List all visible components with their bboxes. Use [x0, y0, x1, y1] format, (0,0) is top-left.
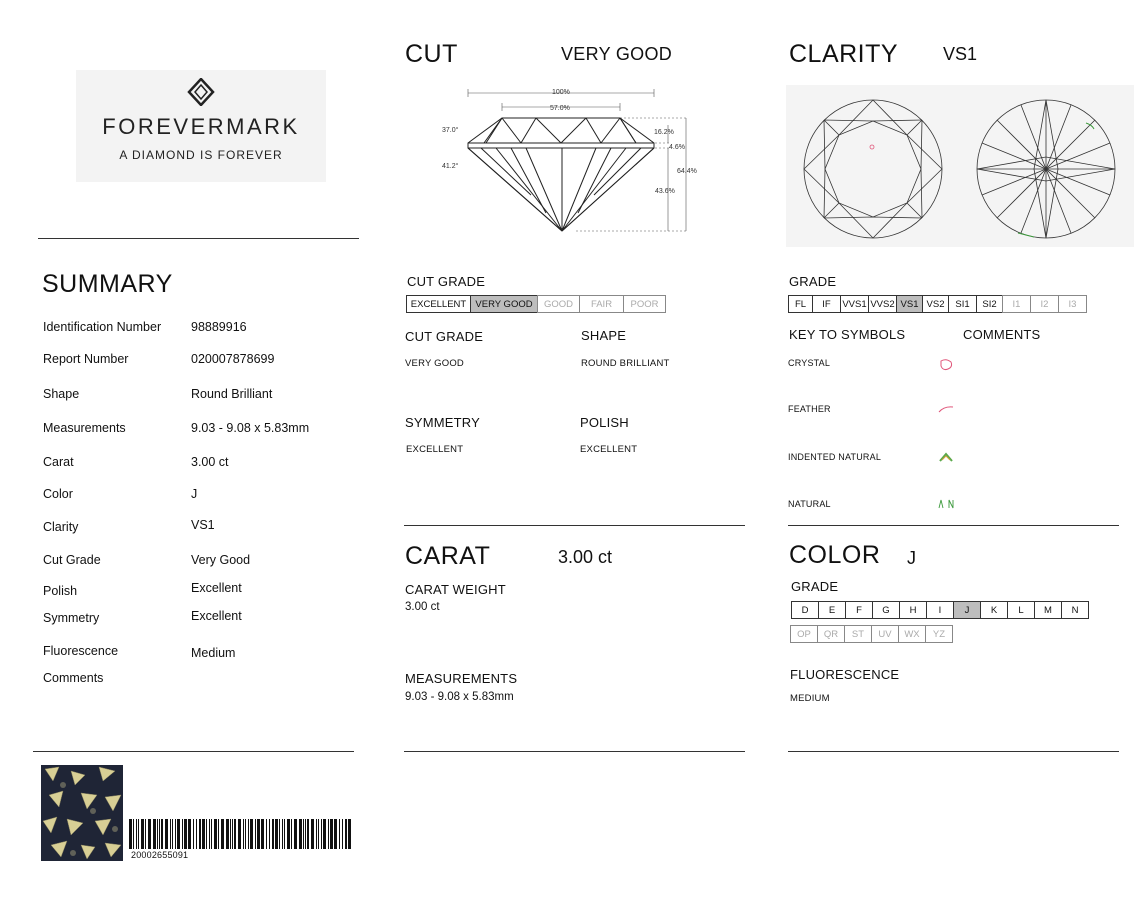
clarity-grade-cell: I3	[1058, 295, 1087, 313]
summary-title: SUMMARY	[42, 270, 173, 298]
color-grade-cell: K	[980, 601, 1008, 619]
barcode-bar	[272, 819, 274, 849]
barcode-bar	[275, 819, 278, 849]
barcode-bar	[243, 819, 244, 849]
color-grade-cell: I	[926, 601, 954, 619]
summary-value: Round Brilliant	[191, 387, 273, 401]
color-grade-cell: QR	[817, 625, 845, 643]
diagram-girdle-label: 4.6%	[669, 144, 685, 151]
barcode-bar	[230, 819, 231, 849]
barcode-bar	[291, 819, 292, 849]
barcode-bar	[211, 819, 212, 849]
clarity-grade-cell: I1	[1002, 295, 1031, 313]
color-grade-cell: F	[845, 601, 873, 619]
clarity-grade-cell: VS2	[922, 295, 949, 313]
symbol-name: INDENTED NATURAL	[788, 452, 882, 462]
summary-value: Excellent	[191, 581, 242, 595]
cut-grade-cell: FAIR	[579, 295, 624, 313]
summary-label: Report Number	[43, 352, 129, 366]
barcode-bar	[245, 819, 246, 849]
color-grade-cell: E	[818, 601, 846, 619]
color-grade-cell: YZ	[925, 625, 953, 643]
barcode-bar	[177, 819, 180, 849]
symmetry-value: EXCELLENT	[406, 444, 464, 455]
carat-value: 3.00 ct	[558, 547, 613, 567]
comments-label: COMMENTS	[963, 327, 1041, 342]
logo-brand: FOREVERMARK	[102, 114, 300, 139]
color-grade-cell-selected: J	[953, 601, 981, 619]
summary-label: Shape	[43, 387, 80, 401]
barcode-bar	[129, 819, 132, 849]
barcode-bar	[339, 819, 340, 849]
clarity-grade-cell: I2	[1030, 295, 1059, 313]
barcode-bar	[321, 819, 322, 849]
barcode-bar	[294, 819, 297, 849]
clarity-plot-diagram	[786, 85, 1134, 247]
barcode-bar	[282, 819, 283, 849]
cut-grade-cell: GOOD	[537, 295, 580, 313]
color-grade-scale-extended	[791, 625, 953, 643]
carat-weight-value: 3.00 ct	[405, 601, 440, 613]
summary-value: 020007878699	[191, 352, 275, 366]
barcode-bar	[318, 819, 319, 849]
crystal-symbol-icon	[938, 358, 954, 372]
divider	[404, 751, 745, 752]
barcode-bar	[305, 819, 306, 849]
clarity-grade-cell: SI1	[948, 295, 977, 313]
symbol-name: FEATHER	[788, 404, 831, 414]
barcode-bar	[257, 819, 260, 849]
clarity-grade-scale	[789, 295, 1087, 313]
barcode-bar	[299, 819, 302, 849]
symbol-name: NATURAL	[788, 499, 831, 509]
cut-grade-cell: EXCELLENT	[406, 295, 471, 313]
barcode-bar	[145, 819, 146, 849]
shape-value: ROUND BRILLIANT	[581, 358, 670, 369]
diagram-crown-angle-label: 37.0°	[442, 127, 459, 134]
barcode-bar	[165, 819, 168, 849]
summary-label: Clarity	[43, 520, 79, 534]
barcode-bar	[232, 819, 233, 849]
polish-label: POLISH	[580, 415, 629, 430]
clarity-grade-cell: FL	[788, 295, 813, 313]
summary-label: Polish	[43, 584, 78, 598]
summary-value: 98889916	[191, 320, 247, 334]
diagram-width-label: 100%	[552, 89, 570, 96]
barcode-bar	[214, 819, 217, 849]
barcode-bar	[218, 819, 219, 849]
barcode-bar	[269, 819, 270, 849]
color-grade-cell: G	[872, 601, 900, 619]
barcode-bar	[184, 819, 187, 849]
fluorescence-value: MEDIUM	[790, 693, 830, 704]
barcode-bar	[323, 819, 326, 849]
summary-label: Cut Grade	[43, 553, 101, 567]
diagram-crown-height-label: 16.2%	[654, 129, 674, 136]
barcode-bar	[287, 819, 290, 849]
barcode-bar	[136, 819, 137, 849]
clarity-grade-cell: VVS2	[868, 295, 897, 313]
color-grade-cell: N	[1061, 601, 1089, 619]
barcode-bar	[157, 819, 158, 849]
cut-title: CUT	[405, 40, 458, 68]
barcode-bar	[141, 819, 144, 849]
symbol-name: CRYSTAL	[788, 358, 831, 368]
color-grade-cell: H	[899, 601, 927, 619]
barcode-bar	[345, 819, 347, 849]
summary-value: Medium	[191, 646, 236, 660]
clarity-grade-cell: SI2	[976, 295, 1003, 313]
barcode-bar	[266, 819, 267, 849]
cut-grade-scale-title: CUT GRADE	[407, 274, 486, 289]
diagram-pavilion-angle-label: 41.2°	[442, 163, 459, 170]
barcode-bar	[159, 819, 160, 849]
barcode	[129, 819, 353, 849]
clarity-grade-cell-selected: VS1	[896, 295, 923, 313]
barcode-bar	[175, 819, 176, 849]
color-grade-cell: OP	[790, 625, 818, 643]
color-grade-cell: M	[1034, 601, 1062, 619]
summary-value: Excellent	[191, 609, 242, 623]
barcode-bar	[348, 819, 351, 849]
barcode-bar	[209, 819, 210, 849]
barcode-bar	[193, 819, 194, 849]
barcode-bar	[279, 819, 280, 849]
summary-label: Color	[43, 487, 73, 501]
barcode-bar	[307, 819, 309, 849]
color-grade-cell: WX	[898, 625, 926, 643]
barcode-bar	[261, 819, 264, 849]
barcode-bar	[170, 819, 171, 849]
barcode-bar	[188, 819, 191, 849]
barcode-bar	[161, 819, 163, 849]
divider	[404, 525, 745, 526]
clarity-title: CLARITY	[789, 40, 899, 68]
cut-grade-value: VERY GOOD	[405, 358, 464, 369]
indented-natural-symbol-icon	[938, 450, 954, 464]
polish-value: EXCELLENT	[580, 444, 638, 455]
barcode-bar	[330, 819, 333, 849]
summary-label: Fluorescence	[43, 644, 119, 658]
summary-label: Symmetry	[43, 611, 100, 625]
summary-label: Identification Number	[43, 320, 162, 334]
color-grade-label: GRADE	[791, 579, 839, 594]
summary-value: Very Good	[191, 553, 251, 567]
summary-value: 9.03 - 9.08 x 5.83mm	[191, 421, 310, 435]
summary-label: Comments	[43, 671, 104, 685]
color-value: J	[907, 548, 916, 568]
color-grade-cell: D	[791, 601, 819, 619]
barcode-bar	[238, 819, 241, 849]
summary-value: VS1	[191, 518, 215, 532]
color-grade-cell: ST	[844, 625, 872, 643]
cut-profile-diagram	[436, 85, 706, 235]
barcode-bar	[196, 819, 197, 849]
diamond-logo-icon	[187, 78, 215, 106]
clarity-grade-cell: IF	[812, 295, 841, 313]
divider	[33, 751, 354, 752]
barcode-bar	[133, 819, 134, 849]
summary-label: Measurements	[43, 421, 126, 435]
barcode-bar	[248, 819, 249, 849]
diagram-pavilion-depth-label: 43.6%	[655, 188, 675, 195]
color-grade-cell: UV	[871, 625, 899, 643]
summary-value: 3.00 ct	[191, 455, 229, 469]
summary-value: J	[191, 487, 198, 501]
feather-symbol-icon	[938, 403, 954, 415]
divider	[788, 525, 1119, 526]
divider	[38, 238, 359, 239]
barcode-bar	[202, 819, 205, 849]
cut-grade-label: CUT GRADE	[405, 329, 484, 344]
barcode-bar	[328, 819, 329, 849]
color-grade-cell: L	[1007, 601, 1035, 619]
barcode-bar	[148, 819, 151, 849]
cut-grade-cell: POOR	[623, 295, 666, 313]
clarity-grade-label: GRADE	[789, 274, 837, 289]
barcode-bar	[138, 819, 139, 849]
barcode-bar	[153, 819, 156, 849]
clarity-value: VS1	[943, 44, 978, 64]
key-to-symbols-label: KEY TO SYMBOLS	[789, 327, 906, 342]
barcode-bar	[342, 819, 343, 849]
logo-tagline: A DIAMOND IS FOREVER	[119, 148, 283, 162]
measurements-value: 9.03 - 9.08 x 5.83mm	[405, 691, 514, 703]
summary-label: Carat	[43, 455, 74, 469]
barcode-bar	[255, 819, 256, 849]
barcode-number: 20002655091	[131, 850, 189, 860]
barcode-bar	[206, 819, 207, 849]
diagram-table-label: 57.0%	[550, 105, 570, 112]
barcode-bar	[284, 819, 285, 849]
barcode-bar	[316, 819, 317, 849]
diagram-total-depth-label: 64.4%	[677, 168, 697, 175]
diamond-photo	[41, 765, 123, 861]
measurements-label: MEASUREMENTS	[405, 671, 518, 686]
barcode-bar	[221, 819, 224, 849]
cut-grade-cell-selected: VERY GOOD	[470, 295, 538, 313]
barcode-bar	[311, 819, 314, 849]
carat-weight-label: CARAT WEIGHT	[405, 582, 506, 597]
color-grade-scale	[792, 601, 1089, 619]
barcode-bar	[182, 819, 183, 849]
barcode-bar	[199, 819, 201, 849]
barcode-bar	[226, 819, 229, 849]
shape-label: SHAPE	[581, 328, 627, 343]
cut-grade-scale	[407, 295, 666, 313]
natural-symbol-icon	[938, 498, 956, 510]
barcode-bar	[334, 819, 337, 849]
barcode-bar	[234, 819, 236, 849]
carat-title: CARAT	[405, 542, 491, 570]
color-title: COLOR	[789, 541, 881, 569]
cut-value: VERY GOOD	[561, 44, 673, 64]
barcode-bar	[172, 819, 173, 849]
symmetry-label: SYMMETRY	[405, 415, 481, 430]
barcode-bar	[303, 819, 304, 849]
barcode-bar	[250, 819, 253, 849]
forevermark-logo	[76, 70, 326, 182]
clarity-grade-cell: VVS1	[840, 295, 869, 313]
fluorescence-label: FLUORESCENCE	[790, 667, 900, 682]
divider	[788, 751, 1119, 752]
